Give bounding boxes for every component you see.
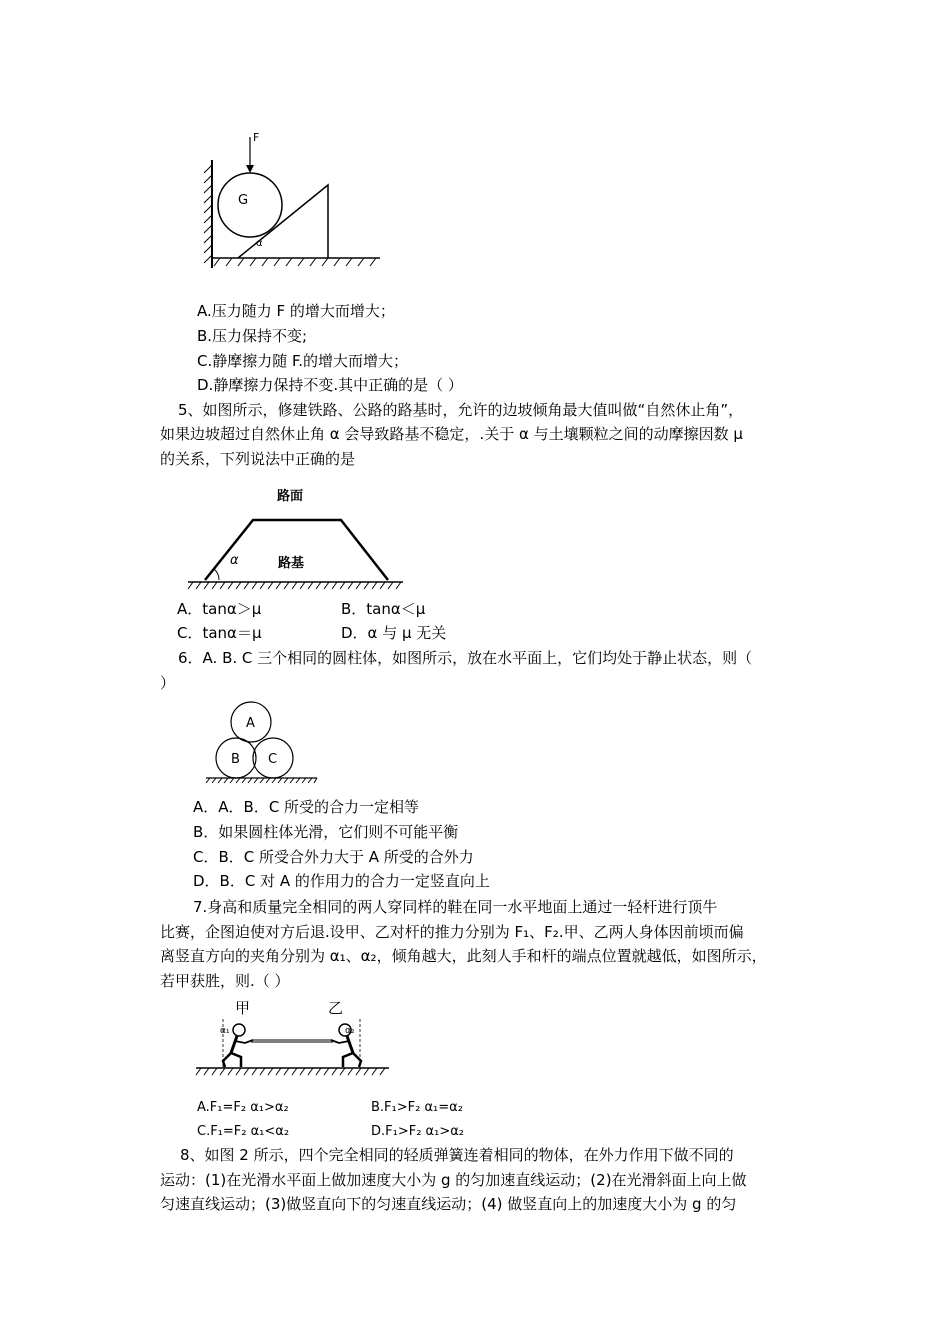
q5-option-c: C．tanα＝μ <box>177 624 262 642</box>
q4-option-b: B.压力保持不变; <box>197 327 308 345</box>
q6-stem-line-2: ） <box>160 674 176 692</box>
road-surface-label: 路面 <box>277 489 304 504</box>
q7-option-a: A.F₁=F₂ α₁>α₂ <box>197 1100 289 1115</box>
angle-label: α <box>256 238 263 249</box>
q5-stem-line-3: 的关系，下列说法中正确的是 <box>160 450 356 468</box>
q6-option-b: B．如果圆柱体光滑，它们则不可能平衡 <box>193 823 459 841</box>
q6-figure <box>200 700 325 785</box>
roadbed-label: 路基 <box>278 556 305 571</box>
q6-option-c: C．B．C 所受合外力大于 A 所受的合外力 <box>193 848 474 866</box>
q7-option-b: B.F₁>F₂ α₁=α₂ <box>371 1100 463 1115</box>
q5-option-a: A．tanα＞μ <box>177 600 262 618</box>
cylinder-c-label: C <box>268 752 278 767</box>
q4-option-a: A.压力随力 F 的增大而增大； <box>197 302 395 320</box>
q6-stem-line-1: 6．A. B. C 三个相同的圆柱体，如图所示，放在水平面上，它们均处于静止状态，则（ <box>178 649 753 667</box>
q7-figure <box>193 997 393 1082</box>
slope-angle-label: α <box>230 553 239 568</box>
q6-option-a: A．A．B．C 所受的合力一定相等 <box>193 798 420 816</box>
q5-stem-line-1: 5、如图所示，修建铁路、公路的路基时，允许的边坡倾角最大值叫做“自然休止角”， <box>178 401 744 419</box>
q4-option-c: C.静摩擦力随 F.的增大而增大； <box>197 352 408 370</box>
q5-option-b: B．tanα＜μ <box>341 600 426 618</box>
q7-option-c: C.F₁=F₂ α₁<α₂ <box>197 1124 290 1139</box>
q5-option-d: D．α 与 μ 无关 <box>341 624 447 642</box>
q8-stem-line-3: 匀速直线运动；(3)做竖直向下的匀速直线运动；(4) 做竖直向上的加速度大小为 g 的匀 <box>160 1195 737 1213</box>
ball-label: G <box>238 193 249 208</box>
q7-stem-line-2: 比赛，企图迫使对方后退.设甲、乙对杆的推力分别为 F₁、F₂.甲、乙两人身体因前顷而偏 <box>160 923 744 941</box>
force-label: F <box>253 131 260 144</box>
person-yi-label: 乙 <box>328 999 344 1017</box>
angle-alpha1-label: α₁ <box>220 1026 230 1036</box>
q4-figure <box>200 125 390 270</box>
q5-stem-line-2: 如果边坡超过自然休止角 α 会导致路基不稳定，.关于 α 与土壤颗粒之间的动摩擦因数 μ <box>160 425 743 443</box>
q7-stem-line-3: 离竖直方向的夹角分别为 α₁、α₂，倾角越大，此刻人手和杆的端点位置就越低，如图所示， <box>160 947 767 965</box>
angle-alpha2-label: α₂ <box>345 1026 355 1036</box>
q6-option-d: D．B．C 对 A 的作用力的合力一定竖直向上 <box>193 872 490 890</box>
q7-stem-line-1: 7.身高和质量完全相同的两人穿同样的鞋在同一水平地面上通过一轻杆进行顶牛 <box>193 898 718 916</box>
person-jia-label: 甲 <box>235 999 251 1017</box>
cylinder-b-label: B <box>231 752 240 767</box>
q8-stem-line-1: 8、如图 2 所示，四个完全相同的轻质弹簧连着相同的物体，在外力作用下做不同的 <box>180 1146 734 1164</box>
q5-figure <box>183 482 408 597</box>
q8-stem-line-2: 运动：(1)在光滑水平面上做加速度大小为 g 的匀加速直线运动；(2)在光滑斜面上向上做 <box>160 1171 747 1189</box>
q7-stem-line-4: 若甲获胜，则.（ ） <box>160 972 290 990</box>
cylinder-a-label: A <box>246 716 255 731</box>
q4-option-d: D.静摩擦力保持不变.其中正确的是（ ） <box>197 376 463 394</box>
q7-option-d: D.F₁>F₂ α₁>α₂ <box>371 1124 464 1139</box>
